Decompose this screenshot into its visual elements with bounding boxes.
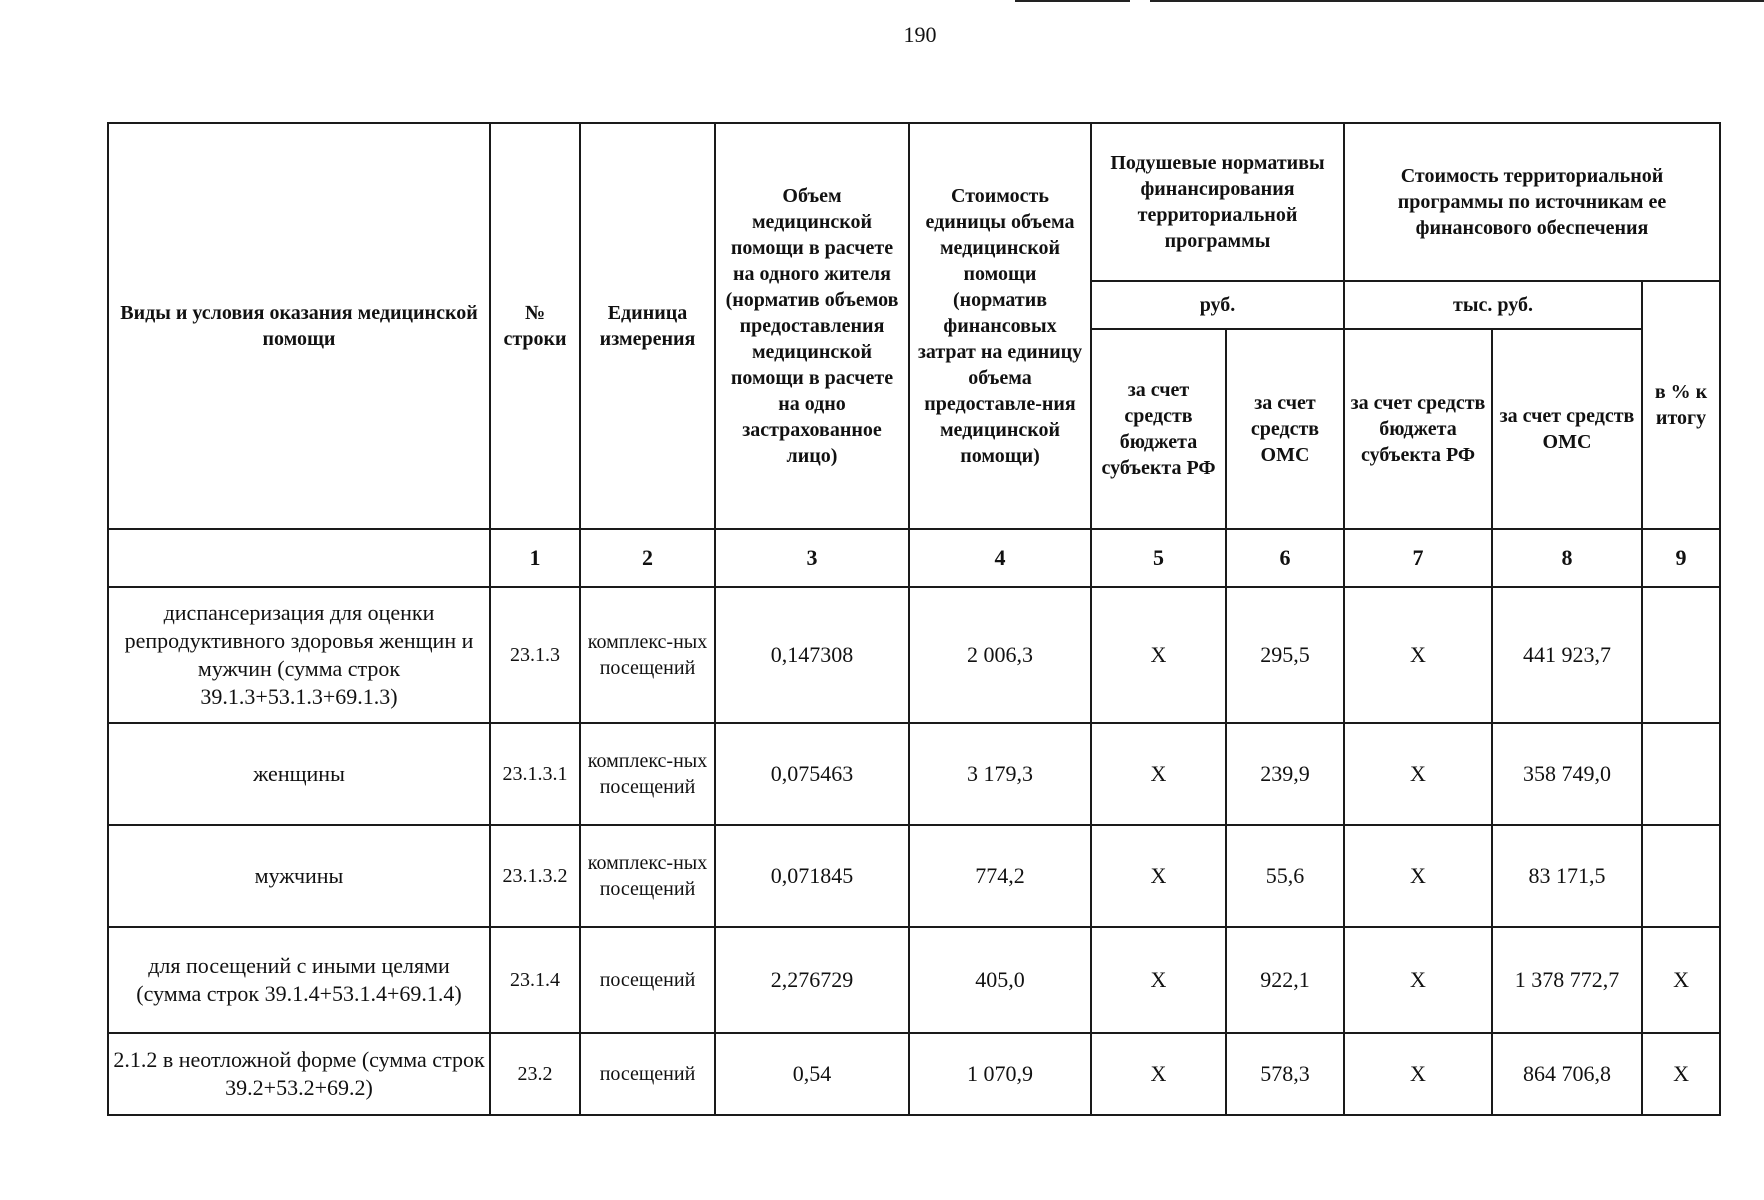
row-percent: X: [1642, 1033, 1720, 1115]
column-number: 8: [1492, 529, 1642, 587]
row-oms-rub: 239,9: [1226, 723, 1344, 825]
column-number-blank: [108, 529, 490, 587]
scan-artifact-line: [1015, 0, 1130, 2]
row-budget-thousand: X: [1344, 587, 1492, 723]
row-percent: [1642, 587, 1720, 723]
row-volume: 2,276729: [715, 927, 909, 1033]
row-percent: X: [1642, 927, 1720, 1033]
row-unit: комплекс-ных посещений: [580, 825, 715, 927]
row-budget-thousand: X: [1344, 825, 1492, 927]
financing-table: [107, 122, 1721, 1116]
header-row-number: № строки: [490, 123, 580, 529]
row-volume: 0,54: [715, 1033, 909, 1115]
row-oms-rub: 295,5: [1226, 587, 1344, 723]
row-oms-thousand: 358 749,0: [1492, 723, 1642, 825]
header-unit-cost: Стоимость единицы объема медицинской помощи (норматив финансовых затрат на единицу объема предоставле-ния медицинской помощи): [909, 123, 1091, 529]
header-oms-rub: за счет средств ОМС: [1226, 329, 1344, 529]
row-budget-rub: X: [1091, 825, 1226, 927]
header-unit-rub: руб.: [1091, 281, 1344, 329]
row-budget-rub: X: [1091, 1033, 1226, 1115]
row-unit-cost: 1 070,9: [909, 1033, 1091, 1115]
row-oms-thousand: 441 923,7: [1492, 587, 1642, 723]
row-budget-rub: X: [1091, 927, 1226, 1033]
row-unit: комплекс-ных посещений: [580, 587, 715, 723]
header-volume: Объем медицинской помощи в расчете на одного жителя (норматив объемов предоставления медицинской помощи в расчете на одно застрахованное лицо): [715, 123, 909, 529]
row-oms-thousand: 83 171,5: [1492, 825, 1642, 927]
column-number: 3: [715, 529, 909, 587]
header-budget-rf-thousand: за счет средств бюджета субъекта РФ: [1344, 329, 1492, 529]
header-budget-rf-rub: за счет средств бюджета субъекта РФ: [1091, 329, 1226, 529]
header-unit: Единица измерения: [580, 123, 715, 529]
row-unit: комплекс-ных посещений: [580, 723, 715, 825]
column-number: 5: [1091, 529, 1226, 587]
column-number: 1: [490, 529, 580, 587]
row-percent: [1642, 825, 1720, 927]
header-percent-of-total: в % к итогу: [1642, 281, 1720, 529]
row-budget-rub: X: [1091, 587, 1226, 723]
row-unit: посещений: [580, 1033, 715, 1115]
header-program-cost-group: Стоимость территориальной программы по источникам ее финансового обеспечения: [1344, 123, 1720, 281]
row-unit-cost: 3 179,3: [909, 723, 1091, 825]
row-service-name: мужчины: [108, 825, 490, 927]
header-unit-thousand-rub: тыс. руб.: [1344, 281, 1642, 329]
table-row: [108, 723, 1720, 825]
row-unit: посещений: [580, 927, 715, 1033]
header-oms-thousand: за счет средств ОМС: [1492, 329, 1642, 529]
row-budget-thousand: X: [1344, 1033, 1492, 1115]
row-number: 23.1.3.2: [490, 825, 580, 927]
column-number: 7: [1344, 529, 1492, 587]
row-budget-rub: X: [1091, 723, 1226, 825]
row-oms-thousand: 864 706,8: [1492, 1033, 1642, 1115]
row-oms-thousand: 1 378 772,7: [1492, 927, 1642, 1033]
row-service-name: диспансеризация для оценки репродуктивного здоровья женщин и мужчин (сумма строк 39.1.3+53.1.3+69.1.3): [108, 587, 490, 723]
table-row: [108, 1033, 1720, 1115]
table-row: [108, 927, 1720, 1033]
column-number: 9: [1642, 529, 1720, 587]
row-oms-rub: 578,3: [1226, 1033, 1344, 1115]
row-number: 23.1.4: [490, 927, 580, 1033]
row-unit-cost: 2 006,3: [909, 587, 1091, 723]
header-per-capita-group: Подушевые нормативы финансирования территориальной программы: [1091, 123, 1344, 281]
row-number: 23.2: [490, 1033, 580, 1115]
row-service-name: 2.1.2 в неотложной форме (сумма строк 39.2+53.2+69.2): [108, 1033, 490, 1115]
row-oms-rub: 922,1: [1226, 927, 1344, 1033]
row-volume: 0,147308: [715, 587, 909, 723]
row-volume: 0,071845: [715, 825, 909, 927]
row-number: 23.1.3: [490, 587, 580, 723]
header-service-type: Виды и условия оказания медицинской помощи: [108, 123, 490, 529]
row-unit-cost: 405,0: [909, 927, 1091, 1033]
row-oms-rub: 55,6: [1226, 825, 1344, 927]
row-unit-cost: 774,2: [909, 825, 1091, 927]
page-number: 190: [903, 22, 937, 47]
table-row: [108, 587, 1720, 723]
row-budget-thousand: X: [1344, 927, 1492, 1033]
row-number: 23.1.3.1: [490, 723, 580, 825]
column-number: 6: [1226, 529, 1344, 587]
row-budget-thousand: X: [1344, 723, 1492, 825]
column-number: 2: [580, 529, 715, 587]
column-number: 4: [909, 529, 1091, 587]
row-volume: 0,075463: [715, 723, 909, 825]
row-percent: [1642, 723, 1720, 825]
table-row: [108, 825, 1720, 927]
row-service-name: для посещений с иными целями (сумма строк 39.1.4+53.1.4+69.1.4): [108, 927, 490, 1033]
scan-artifact-line: [1150, 0, 1764, 2]
row-service-name: женщины: [108, 723, 490, 825]
